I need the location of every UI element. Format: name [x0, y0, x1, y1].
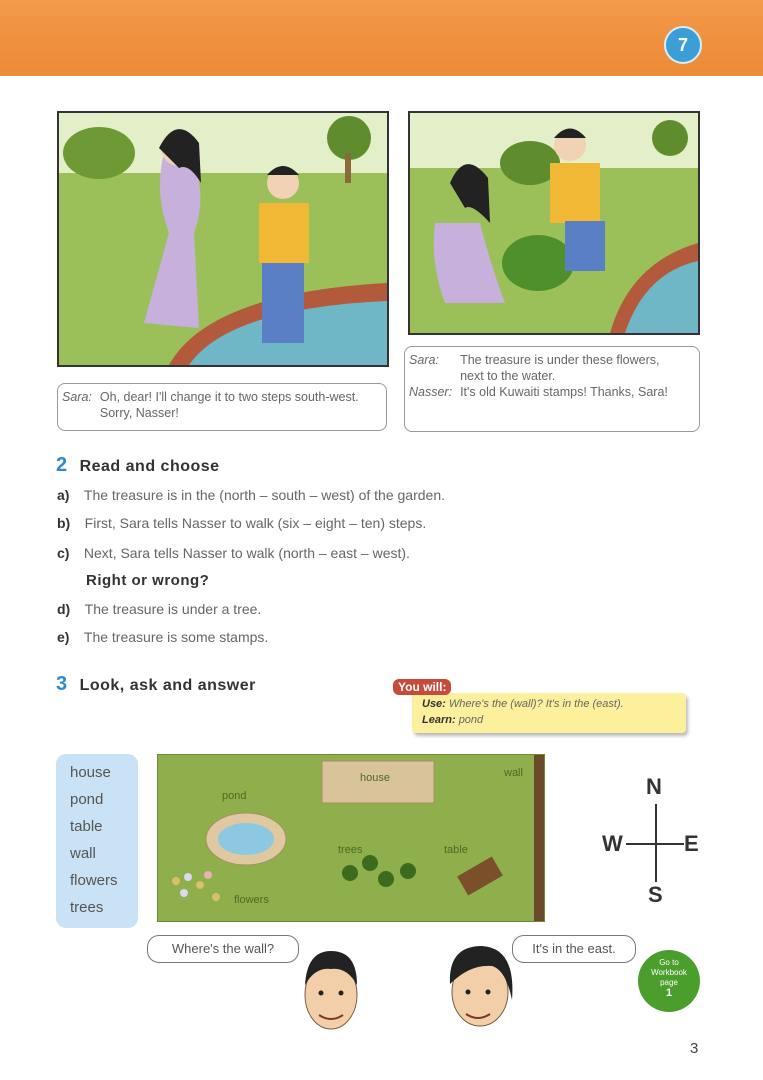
question-b: [57, 515, 426, 533]
caption-text: It's old Kuwaiti stamps! Thanks, Sara!: [460, 385, 668, 399]
section-3-heading: [56, 673, 256, 696]
question-text: The treasure is under a tree.: [84, 601, 262, 617]
word-item: wall: [70, 845, 96, 862]
question-letter: c): [57, 545, 70, 561]
illustration-left: [57, 111, 389, 367]
garden-map: [157, 754, 545, 922]
question-letter: e): [57, 629, 70, 645]
question-e: [57, 629, 268, 647]
question-letter: b): [57, 515, 71, 531]
garden-label-trees: trees: [338, 844, 363, 856]
question-d: [57, 601, 261, 619]
word-item: flowers: [70, 872, 118, 889]
use-line: [422, 698, 624, 710]
speech-bubble-question: Where's the wall?: [147, 935, 299, 963]
boy-face-right: [440, 940, 520, 1045]
use-label: Use:: [422, 698, 446, 710]
garden-label-pond: pond: [222, 790, 247, 802]
workbook-line: Go to: [659, 958, 679, 967]
boy-face-left: [297, 945, 365, 1050]
caption-speaker: Sara:: [409, 353, 439, 367]
word-item: pond: [70, 791, 104, 808]
workbook-line: page: [660, 978, 678, 987]
workbook-page: 1: [665, 987, 673, 999]
caption-text: The treasure is under these flowers, next to the water.: [460, 353, 660, 383]
garden-label-flowers: flowers: [234, 894, 269, 906]
question-text: Next, Sara tells Nasser to walk (north – east – west).: [83, 545, 410, 561]
word-item: trees: [70, 899, 104, 916]
word-box: [56, 754, 138, 928]
section-2-heading: [56, 454, 220, 477]
unit-badge: 7: [664, 26, 702, 64]
caption-speaker: Nasser:: [409, 385, 453, 399]
caption-text: Oh, dear! I'll change it to two steps south-west. Sorry, Nasser!: [99, 390, 359, 420]
question-letter: a): [57, 487, 70, 503]
word-item: table: [70, 818, 103, 835]
section-title: Read and choose: [79, 458, 220, 475]
word-item: house: [70, 764, 111, 781]
section-number: 2: [56, 454, 68, 476]
learn-label: Learn:: [422, 714, 456, 726]
language-box: [412, 693, 686, 733]
section-number: 3: [56, 673, 68, 695]
right-or-wrong-heading: Right or wrong?: [86, 572, 210, 589]
workbook-badge: [638, 950, 700, 1012]
speech-bubble-answer: It's in the east.: [512, 935, 636, 963]
question-text: The treasure is in the (north – south – west) of the garden.: [83, 487, 445, 503]
learn-line: [422, 714, 483, 726]
question-text: First, Sara tells Nasser to walk (six – eight – ten) steps.: [84, 515, 427, 531]
question-text: The treasure is some stamps.: [83, 629, 269, 645]
garden-label-table: table: [444, 844, 468, 856]
compass: [600, 770, 710, 910]
you-will-badge: You will:: [393, 679, 451, 695]
question-letter: d): [57, 601, 71, 617]
garden-label-wall: wall: [504, 767, 523, 779]
illustration-right: [408, 111, 700, 335]
learn-text: pond: [458, 714, 484, 726]
garden-label-house: house: [360, 772, 390, 784]
question-a: [57, 487, 445, 505]
caption-speaker: Sara:: [62, 390, 92, 404]
caption-right: [404, 346, 700, 432]
question-c: [57, 545, 410, 563]
section-title: Look, ask and answer: [79, 677, 256, 694]
compass-south: S: [648, 882, 663, 907]
caption-left: [57, 383, 387, 431]
use-text: Where's the (wall)? It's in the (east).: [448, 698, 624, 710]
compass-north: N: [646, 774, 662, 799]
header-bar: [0, 0, 763, 76]
compass-east: E: [684, 831, 699, 856]
page-number: 3: [690, 1040, 699, 1057]
compass-west: W: [602, 831, 623, 856]
workbook-line: Workbook: [651, 968, 687, 977]
